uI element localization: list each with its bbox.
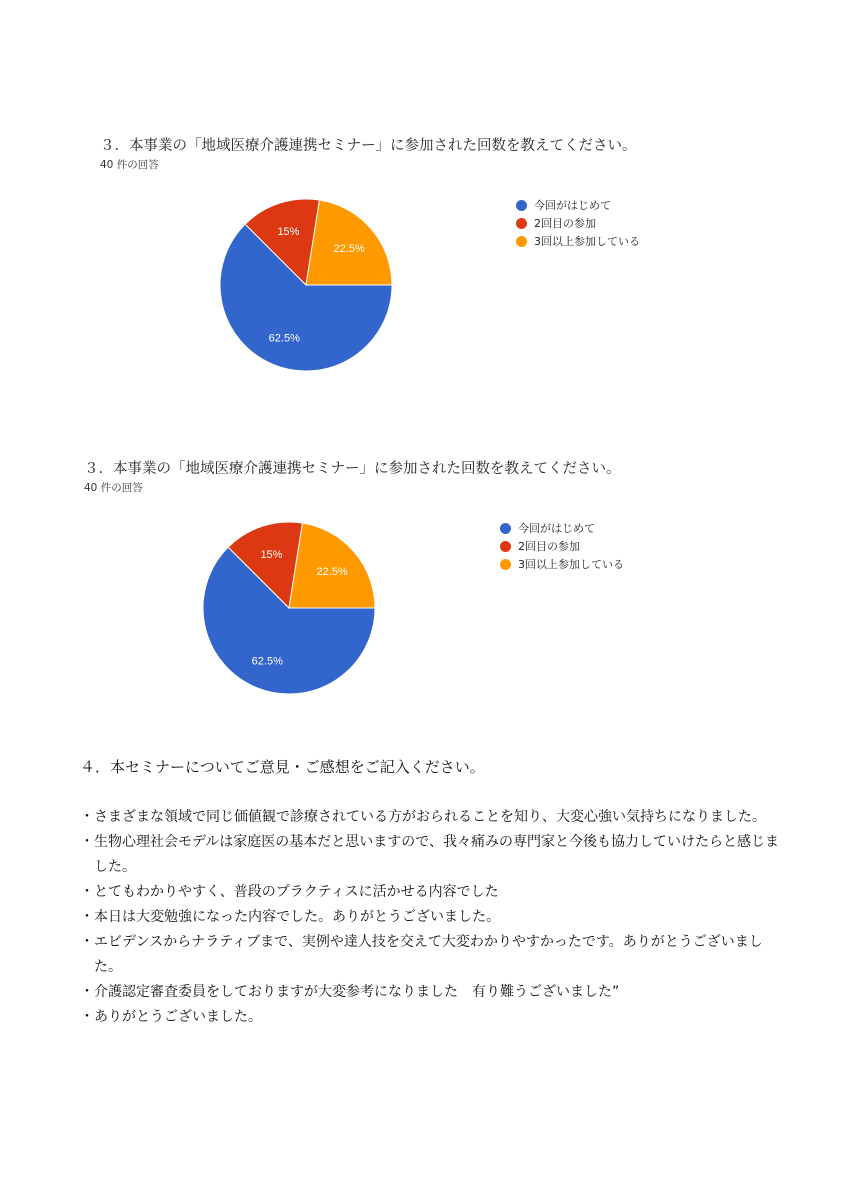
legend-label: 3回以上参加している <box>518 558 624 571</box>
legend-item <box>500 519 624 537</box>
legend-item <box>500 537 624 555</box>
legend-label: 2回目の参加 <box>534 217 596 230</box>
pie-slice-label: 62.5% <box>268 332 300 345</box>
comment-item: ・ありがとうございました。 <box>80 1009 262 1025</box>
legend-swatch <box>500 523 511 534</box>
legend-item <box>500 555 624 573</box>
pie-slice-label: 15% <box>260 549 283 562</box>
comment-item: ・エビデンスからナラティブまで、実例や達人技を交えて大変わかりやすかったです。ありがとうございました。 <box>80 934 763 975</box>
comment-item: ・本日は大変勉強になった内容でした。ありがとうございました。 <box>80 909 500 925</box>
pie-slice-label: 22.5% <box>333 243 365 256</box>
pie-slice-label: 62.5% <box>251 655 283 668</box>
chart-title: ３．本事業の「地域医療介護連携セミナー」に参加された回数を教えてください。 <box>100 138 637 154</box>
legend-label: 2回目の参加 <box>518 540 580 553</box>
chart-title: ３．本事業の「地域医療介護連携セミナー」に参加された回数を教えてください。 <box>84 461 621 477</box>
comment-item: ・介護認定審査委員をしておりますが大変参考になりました 有り難うございました” <box>80 984 620 1000</box>
legend-label: 今回がはじめて <box>534 199 611 212</box>
chart-legend <box>500 519 624 573</box>
comment-item: ・さまざまな領域で同じ価値観で診療されている方がおられることを知り、大変心強い気持ちになりました。 <box>80 809 766 825</box>
comment-item: ・生物心理社会モデルは家庭医の基本だと思いますので、我々痛みの専門家と今後も協力していけたらと感じました。 <box>80 834 780 875</box>
response-count: 40 件の回答 <box>100 159 159 171</box>
response-count: 40 件の回答 <box>84 482 143 494</box>
comment-item: ・とてもわかりやすく、普段のプラクティスに活かせる内容でした <box>80 884 499 900</box>
legend-swatch <box>500 541 511 552</box>
comment-list <box>80 805 780 1030</box>
section-heading: ４．本セミナーについてご意見・ご感想をご記入ください。 <box>80 758 485 776</box>
pie-slice-label: 22.5% <box>316 566 348 579</box>
legend-label: 今回がはじめて <box>518 522 595 535</box>
legend-label: 3回以上参加している <box>534 235 640 248</box>
legend-swatch <box>500 559 511 570</box>
pie-slice-label: 15% <box>277 226 300 239</box>
